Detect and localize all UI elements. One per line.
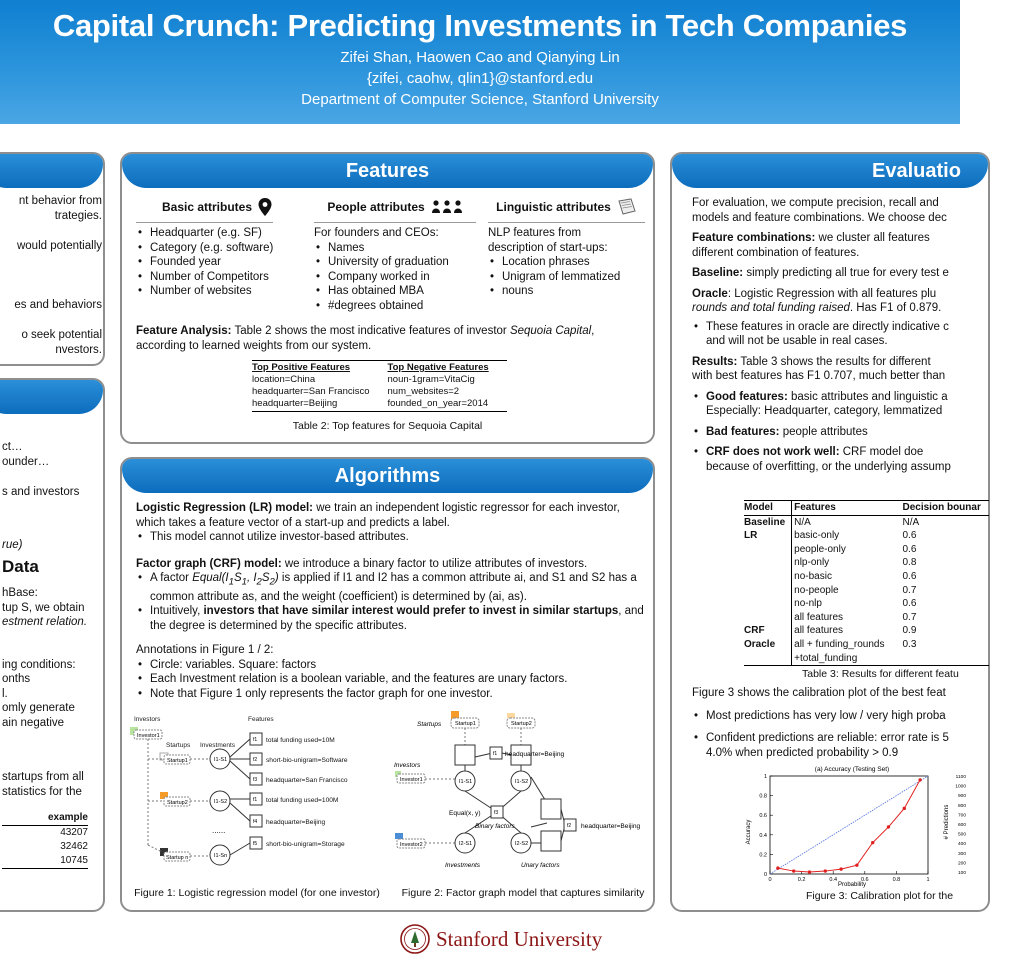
left-intro-line: o seek potential	[21, 329, 102, 341]
left-table-cell: 10745	[2, 854, 88, 869]
fig1-factor-group	[230, 733, 348, 855]
results-bound-cell	[893, 652, 989, 666]
crf-weak-line2: because of overfitting, or the underlying assump	[706, 460, 951, 473]
second-panel-tick-label: 300	[957, 851, 966, 857]
chart-point	[839, 867, 842, 870]
fig2-variable-label: I1-S1	[459, 779, 473, 785]
figure1-diagram	[128, 713, 390, 878]
crf-bullet-factor	[136, 571, 646, 604]
linguistic-attributes-heading	[484, 194, 649, 220]
chart-x-tick-label: 0.8	[892, 877, 901, 883]
poster-header	[0, 0, 960, 124]
second-panel-tick-label: 100	[957, 871, 966, 876]
figure2-caption: Figure 2: Factor graph model that captures similarity	[401, 887, 645, 899]
feature-analysis-line2: according to learned weights from our system.	[136, 339, 372, 352]
crf-weak-text: CRF model doe	[839, 446, 924, 458]
linguistic-attributes-label: Linguistic attributes	[496, 199, 611, 214]
figure1-caption: Figure 1: Logistic regression model (for one investor)	[134, 887, 380, 899]
chart-series-ideal	[770, 776, 928, 874]
features-panel	[120, 152, 655, 444]
left-table-cell: 32462	[60, 841, 88, 852]
chart-point	[918, 778, 921, 781]
fig2-factor-label: f3	[494, 810, 499, 816]
left-intro-body	[2, 194, 102, 357]
oracle-bullet-line: and will not be usable in real cases.	[706, 335, 888, 347]
left-data-line: ain negative	[2, 716, 65, 729]
top-features-header: Top Positive Features	[252, 362, 351, 373]
annotation-item: • Circle: variables. Square: factors	[136, 658, 646, 673]
linguistic-intro-line: description of start-ups:	[488, 241, 608, 254]
top-features-cell: headquarter=Beijing	[252, 398, 338, 409]
people-attribute-item: • #degrees obtained	[314, 299, 476, 314]
results-label: Results:	[692, 355, 738, 368]
chart-point	[887, 825, 890, 828]
left-data-line: tup S, we obtain	[2, 601, 85, 614]
left-data-title-bar	[0, 380, 103, 414]
good-features-line2: Especially: Headquarter, category, lemmatized	[706, 405, 943, 417]
left-data-line: estment relation.	[2, 616, 88, 628]
second-panel-ylabel: # Predictions	[944, 804, 950, 840]
crf-bullet-text: is applied if I1 and I2 has a common attribute ai, and S1 and S2 has a common attribute as, and the weight (coefficient) is determined by (ai, as).	[150, 572, 637, 603]
people-attribute-item: • Has obtained MBA	[314, 284, 476, 299]
evaluation-intro-line: For evaluation, we compute precision, recall and	[692, 197, 939, 209]
chart-x-tick-label: 0.6	[860, 877, 869, 883]
results-table-header: Model	[744, 501, 792, 515]
chart-point	[855, 863, 858, 866]
baseline-text: simply predicting all true for every test e	[743, 267, 949, 279]
annotation-item: • Note that Figure 1 only represents the factor graph for one investor.	[136, 687, 646, 702]
feature-analysis-text	[136, 324, 646, 353]
chart-ticks	[759, 774, 929, 883]
crf-bullet-text: A factor	[150, 572, 193, 584]
top-features-cell: location=China	[252, 374, 316, 385]
results-bound-cell: 0.6	[902, 570, 917, 582]
fig2-equal-label: Equal(x, y)	[449, 810, 481, 817]
results-feature-cell: all features	[792, 611, 893, 625]
linguistic-intro-line: NLP features from	[488, 227, 582, 239]
fig1-startups-label: Startups	[166, 742, 191, 749]
people-attributes-column	[310, 194, 480, 320]
oracle-bullet-line: These features in oracle are directly indicative c	[706, 320, 949, 333]
lr-model-text: we train an independent logistic regressor for each investor, which takes a feature vector of a start-up and predicts a label.	[136, 502, 620, 529]
chart-y-tick-label: 0.8	[759, 793, 767, 800]
fig1-feature-label: short-bio-unigram=Software	[266, 757, 348, 764]
fig3-bullet	[692, 731, 992, 760]
poster-title: Capital Crunch: Predicting Investments in Tech Companies	[52, 8, 908, 43]
evaluation-title-bar	[672, 154, 988, 188]
chart-xlabel: Probability	[837, 882, 867, 888]
fig2-binary-label: Binary factors	[475, 823, 515, 830]
people-attributes-list-wrap	[314, 222, 476, 313]
results-bound-cell: 0.6	[902, 598, 917, 610]
lr-model-label: Logistic Regression (LR) model:	[136, 502, 313, 514]
left-problem-line: s and investors	[2, 486, 80, 498]
feature-analysis-label: Feature Analysis:	[136, 325, 232, 337]
crf-bullet-text: Intuitively,	[150, 605, 204, 618]
crf-bullet-fn: Equal(I	[192, 572, 229, 584]
top-features-cell: founded_on_year=2014	[387, 398, 489, 409]
left-table-cell: 43207	[60, 827, 88, 838]
top-features-table-wrap	[252, 360, 507, 412]
crf-model-text: we introduce a binary factor to utilize attributes of investors.	[281, 557, 588, 570]
basic-attribute-item: • Founded year	[136, 255, 273, 270]
results-bound-cell: 0.6	[902, 530, 917, 542]
basic-attributes-list-wrap	[136, 222, 273, 306]
second-panel-tick-label: 900	[957, 794, 966, 800]
left-intro-line: would potentially	[16, 240, 102, 252]
oracle-italic: rounds and total funding raised	[692, 302, 850, 314]
figure3-caption: Figure 3: Calibration plot for the	[806, 890, 954, 902]
results-feature-cell: +total_funding	[792, 652, 893, 666]
location-pin-icon	[258, 198, 272, 216]
features-title: Features	[122, 154, 653, 188]
fig2-investor-icon	[395, 833, 403, 839]
results-feature-cell: N/A	[792, 515, 893, 529]
second-panel-tick-label: 800	[957, 803, 966, 809]
results-feature-cell: no-basic	[792, 570, 893, 584]
poster-authors: Zifei Shan, Haowen Cao and Qianying Lin	[340, 49, 620, 66]
fig2-investor-text: Investor2	[400, 842, 423, 848]
results-model-cell	[744, 652, 792, 666]
good-features-text: basic attributes and linguistic a	[787, 390, 948, 403]
crf-bullet-fn-sub: $_1S_1$, $I_2S_2$)	[228, 572, 279, 588]
fig1-feature-label: total funding used=100M	[266, 797, 339, 804]
people-attribute-item: • Names	[314, 241, 476, 256]
good-features-bullet	[692, 390, 992, 419]
left-problem-line: ounder…	[2, 455, 50, 468]
fig2-startup-square	[541, 799, 561, 819]
fig2-investor-text: Investor1	[400, 777, 423, 783]
second-panel-tick-label: 400	[957, 842, 966, 848]
left-data-body	[2, 440, 102, 869]
second-panel-tick-label: 500	[957, 832, 966, 838]
crf-weak-label: CRF does not work well:	[706, 446, 840, 458]
poster-emails: {zifei, caohw, qlin1}@stanford.edu	[366, 70, 594, 87]
evaluation-intro-line: models and feature combinations. We choose dec	[692, 211, 947, 224]
fig1-factor-label: f5	[253, 841, 258, 847]
chart-y-tick-label: 0.2	[759, 852, 767, 859]
fig1-factor-label: f1	[253, 797, 258, 803]
left-intro-line: nt behavior from	[18, 195, 102, 207]
fig3-bullet: • Most predictions has very low / very high proba	[692, 709, 992, 724]
baseline-label: Baseline:	[692, 267, 744, 279]
chart-point	[824, 869, 827, 872]
lr-bullet: • This model cannot utilize investor-based attributes.	[136, 530, 646, 545]
oracle-label: Oracle	[692, 287, 728, 300]
fig3-bullet-line: Confident predictions are reliable: error rate is 5	[706, 732, 949, 744]
chart-point	[871, 841, 874, 844]
results-table-header: Features	[792, 501, 893, 515]
oracle-rest: . Has F1 of 0.879.	[849, 302, 942, 314]
chart-point	[776, 866, 779, 869]
left-problem-line: ct…	[2, 441, 23, 453]
chart-x-tick-label: 0.2	[797, 877, 806, 883]
results-bound-cell: 0.7	[902, 611, 917, 623]
fig3-intro: Figure 3 shows the calibration plot of the best feat	[692, 687, 946, 699]
results-feature-cell: nlp-only	[792, 556, 893, 570]
results-bound-cell: 0.9	[902, 625, 917, 637]
crf-bullet-bold: investors that have similar interest would prefer to invest in similar startups	[203, 605, 619, 618]
bad-features-text: people attributes	[779, 425, 868, 438]
second-panel-tick-label: 1100	[955, 775, 966, 780]
basic-attribute-item: • Number of websites	[136, 284, 273, 299]
feature-analysis-span: Table 2 shows the most indicative features of investor	[231, 325, 510, 337]
fig2-variable-label: I2-S1	[459, 841, 473, 847]
algorithms-title: Algorithms	[122, 459, 653, 493]
fig1-variable-label: I1-Sn	[214, 853, 228, 859]
left-data-table	[2, 811, 102, 869]
results-model-cell: Baseline	[744, 516, 786, 528]
table2-caption: Table 2: Top features for Sequoia Capital	[292, 420, 483, 432]
left-data-line: onths	[2, 673, 31, 685]
chart-y-tick-label: 0.4	[759, 832, 767, 839]
people-attribute-item: • Company worked in	[314, 270, 476, 285]
crf-bullet-intuition	[136, 604, 646, 633]
results-model-cell	[744, 570, 792, 584]
second-panel-tick-label: 1000	[955, 784, 966, 790]
chart-series-line	[778, 780, 920, 872]
results-table-wrap	[744, 500, 989, 666]
footer-logo	[400, 922, 602, 956]
poster-department: Department of Computer Science, Stanford University	[301, 91, 659, 108]
left-data-line: ing conditions:	[2, 658, 76, 671]
fig1-investors-label: Investors	[134, 716, 161, 723]
people-group-icon	[431, 199, 463, 215]
chart-point	[792, 869, 795, 872]
chart-y-tick-label: 1	[763, 774, 767, 780]
crf-features-bullet	[692, 445, 992, 474]
chart-ylabel: Accuracy	[746, 819, 752, 845]
results-line2: with best features has F1 0.707, much better than	[692, 370, 946, 382]
chart-marks	[770, 776, 928, 874]
left-data-line: l.	[2, 687, 8, 700]
algorithms-body	[136, 501, 646, 708]
fig1-variable-label: I1-S1	[214, 757, 228, 763]
left-data-line: hBase:	[2, 587, 38, 599]
top-features-header: Top Negative Features	[387, 362, 489, 373]
results-model-cell	[744, 584, 792, 598]
fig1-dots: ......	[212, 826, 226, 835]
top-features-cell: headquarter=San Francisco	[252, 386, 370, 397]
fig3-bullet-line: 4.0% when predicted probability > 0.9	[706, 746, 899, 759]
fig2-startups-label: Startups	[417, 721, 442, 728]
left-data-line: omly generate	[2, 702, 75, 714]
fig1-feature-label: headquarter=San Francisco	[266, 777, 348, 784]
algorithms-panel	[120, 457, 655, 912]
second-panel-tick-label: 600	[957, 823, 966, 828]
chart-title: (a) Accuracy (Testing Set)	[814, 766, 890, 773]
annotations-title: Annotations in Figure 1 / 2:	[136, 644, 274, 657]
fig2-startup-square	[455, 745, 475, 765]
second-panel-tick-label: 700	[957, 813, 966, 819]
left-intro-line: es and behaviors	[14, 298, 102, 311]
fig1-investments-label: Investments	[200, 742, 236, 749]
left-data-line: statistics for the	[2, 785, 82, 798]
crf-bullet-text: , and the degree is determined by the specific attributes.	[150, 605, 644, 632]
top-features-table	[252, 362, 507, 410]
fig1-features-label: Features	[248, 716, 274, 723]
linguistic-attribute-item-cont	[488, 284, 645, 299]
fig2-investors-label: Investors	[394, 762, 421, 769]
left-intro-line: trategies.	[54, 209, 102, 222]
chart-x-tick-label: 0	[768, 877, 772, 883]
results-model-cell: Oracle	[744, 638, 776, 650]
basic-attribute-item: • Number of Competitors	[136, 270, 273, 285]
fig1-feature-label: total funding used=10M	[266, 737, 335, 744]
chart-y-tick-label: 0.6	[759, 813, 767, 820]
results-feature-cell: all features	[792, 624, 893, 638]
fig1-variable-label: I1-S2	[214, 799, 228, 805]
feature-combinations-text: we cluster all features	[815, 232, 930, 244]
fig2-unary-label: Unary factors	[521, 862, 560, 869]
results-table	[744, 501, 989, 665]
basic-attribute-item: • Category (e.g. software)	[136, 241, 273, 256]
people-attributes-heading	[310, 194, 480, 220]
chart-point	[808, 870, 811, 873]
crf-model-label: Factor graph (CRF) model:	[136, 557, 282, 570]
left-data-heading: Data	[2, 557, 39, 576]
fig1-factor-label: f2	[253, 757, 258, 763]
fig1-startup-text: Startup1	[167, 758, 188, 764]
fig2-startup-text: Startup2	[511, 721, 532, 727]
left-intro-line: nvestors.	[55, 343, 102, 356]
results-model-cell	[744, 556, 792, 570]
results-model-cell	[744, 543, 792, 557]
oracle-bullet	[692, 320, 992, 349]
feature-combinations-line2: different combination of features.	[692, 246, 860, 259]
feature-analysis-span: ,	[591, 325, 595, 337]
stanford-wordmark: Stanford University	[436, 926, 603, 951]
results-feature-cell: no-nlp	[792, 597, 893, 611]
chart-x-tick-label: 0.4	[829, 877, 838, 883]
people-attributes-intro: For founders and CEOs:	[314, 227, 439, 239]
results-bound-cell: 0.7	[902, 584, 917, 596]
people-attribute-item: • University of graduation	[314, 255, 476, 270]
people-attributes-label: People attributes	[327, 199, 425, 214]
linguistic-attributes-list-wrap	[488, 222, 645, 299]
evaluation-body	[692, 196, 992, 481]
linguistic-attribute-item: • Unigram of lemmatized	[488, 270, 645, 285]
left-intro-panel	[0, 152, 105, 366]
fig2-startup-square	[541, 831, 561, 851]
left-data-panel	[0, 378, 105, 912]
fig1-factor-label: f4	[253, 819, 258, 825]
chart-y-tick-label: 0	[763, 872, 767, 878]
figure2-diagram	[394, 707, 647, 872]
second-panel-tick-label: 200	[957, 861, 966, 867]
results-model-cell	[744, 597, 792, 611]
fig1-feature-label: short-bio-unigram=Storage	[266, 841, 345, 848]
fig2-feature-label: headquarter=Beijing	[581, 823, 641, 830]
results-model-cell: CRF	[744, 625, 765, 637]
results-bound-cell: 0.6	[902, 543, 917, 555]
fig2-feature-label: headquarter=Beijing	[505, 751, 565, 758]
evaluation-fig3-text	[692, 686, 992, 767]
bad-features-label: Bad features:	[706, 425, 780, 438]
fig2-factor-label: f2	[567, 823, 572, 829]
chart-x-tick-label: 1	[926, 877, 930, 883]
annotation-item: • Each Investment relation is a boolean variable, and the features are unary factors.	[136, 672, 646, 687]
basic-attributes-heading	[132, 194, 302, 220]
evaluation-title: Evaluatio	[872, 160, 961, 182]
left-table-header: example	[2, 811, 88, 826]
left-intro-title-bar	[0, 154, 103, 188]
fig2-factor-label: f1	[493, 751, 498, 757]
results-model-cell	[744, 611, 792, 625]
top-features-cell: noun-1gram=VitaCig	[387, 374, 475, 385]
results-bound-cell: 0.8	[902, 557, 917, 569]
fig1-startup-text: Startup n	[166, 855, 189, 861]
results-feature-cell: all + funding_rounds	[792, 638, 893, 652]
fig2-startup-icon	[507, 713, 515, 718]
results-feature-cell: no-people	[792, 584, 893, 598]
results-feature-cell: people-only	[792, 543, 893, 557]
fig2-startup-text: Startup1	[455, 721, 476, 727]
stanford-seal-icon	[400, 924, 430, 954]
fig1-factor-label: f3	[253, 777, 258, 783]
document-stack-icon	[617, 198, 637, 216]
left-data-line: startups from all	[2, 771, 84, 783]
results-model-cell: LR	[744, 530, 758, 542]
results-table-header: Decision bounar	[893, 501, 989, 515]
feature-analysis-investor: Sequoia Capital	[509, 325, 592, 337]
fig1-investor-text: Investor1	[137, 733, 160, 739]
results-text: Table 3 shows the results for different	[737, 355, 931, 368]
fig2-variable-label: I2-S2	[515, 841, 529, 847]
linguistic-attributes-column	[484, 194, 649, 306]
fig1-factor-label: f1	[253, 737, 258, 743]
results-bound-cell: 0.3	[902, 638, 917, 650]
chart-point	[903, 807, 906, 810]
good-features-label: Good features:	[706, 390, 788, 403]
basic-attributes-label: Basic attributes	[161, 199, 253, 214]
fig1-startup-text: Startup2	[167, 800, 188, 806]
left-problem-line: rue)	[2, 538, 23, 551]
second-panel-ticks	[955, 774, 966, 876]
evaluation-panel	[670, 152, 990, 912]
feature-combinations-label: Feature combinations:	[692, 232, 816, 244]
fig2-investments-label: Investments	[445, 862, 481, 869]
top-features-cell: num_websites=2	[387, 386, 460, 397]
fig2-variable-label: I1-S2	[515, 779, 529, 785]
linguistic-attribute-text: nouns	[502, 285, 534, 297]
calibration-chart	[722, 762, 1022, 892]
table3-caption: Table 3: Results for different featu	[802, 668, 959, 680]
results-bound-cell: N/A	[902, 516, 920, 528]
fig1-feature-label: headquarter=Beijing	[266, 819, 326, 826]
linguistic-attribute-item: • Location phrases	[488, 255, 645, 270]
oracle-text: : Logistic Regression with all features plu	[727, 287, 937, 300]
basic-attributes-column	[132, 194, 302, 297]
bad-features-bullet	[692, 425, 992, 440]
basic-attribute-item: • Headquarter (e.g. SF)	[136, 226, 273, 241]
results-feature-cell: basic-only	[792, 529, 893, 543]
